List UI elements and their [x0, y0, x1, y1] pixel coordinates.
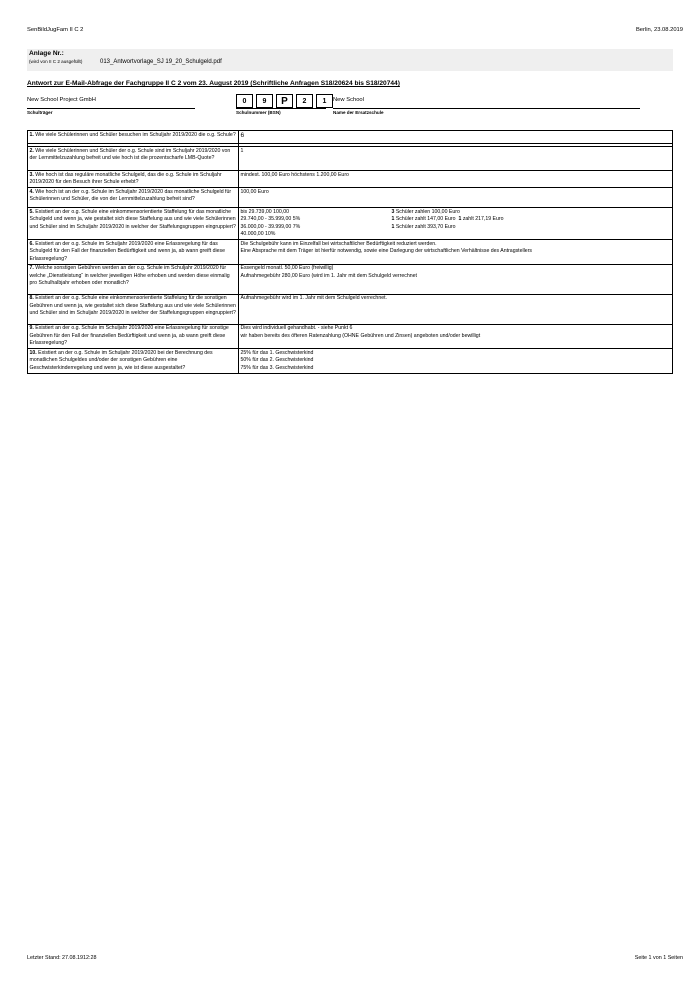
answer-cell [239, 349, 673, 374]
table-row [28, 294, 673, 324]
answer-cell [239, 131, 673, 144]
question-number: 5. [29, 208, 34, 215]
question-cell [28, 208, 239, 240]
bsn-digit: 0 [236, 94, 253, 108]
bsn-digit: 9 [256, 94, 273, 108]
question-text: Existiert an der o.g. Schule eine einkommensorientierte Staffelung für das monatliche Schulgeld und wenn ja, wie gestaltet sich diese Staffelung aus und wie viele Schülerinnen und Schüler sind im Schuljahr 2019/2020 in welcher der Staffelungsgruppen eingruppiert? [29, 208, 236, 230]
question-cell [28, 131, 239, 144]
group-text: Schüler zahlt 147,00 Euro [394, 216, 456, 222]
questionnaire-table [27, 130, 673, 374]
group-text: Schüler zahlt 393,70 Euro [394, 223, 456, 230]
answer-cell [239, 147, 673, 171]
table-row [28, 349, 673, 374]
staffel-answer [241, 209, 671, 239]
school-name-underline [333, 108, 640, 109]
answer-line: wir haben bereits des öfteren Ratenzahlung (OHNE Gebühren und Zinsen) angeboten und/oder bewilligt [240, 332, 481, 339]
group-count: 1 [391, 216, 395, 222]
schultraeger-underline [27, 108, 195, 109]
question-cell [28, 324, 239, 349]
staffel-line: 40.000,00 10% [240, 231, 276, 237]
school-name-value: New School [333, 97, 364, 103]
anlage-filename: 013_Antwortvorlage_SJ 19_20_Schulgeld.pdf [100, 59, 222, 65]
group-line [392, 224, 460, 232]
question-number: 1. [29, 131, 34, 138]
question-text: Existiert an der o.g. Schule eine einkommensorientierte Staffelung für die sonstigen Gebühren und wenn ja, wie gestaltet sich diese Staffelung aus und wie viele Schülerinnen und Schüler sind im Schuljahr 2019/2020 in welcher der Staffelungsgruppen eingruppiert? [29, 295, 236, 316]
answer-line: 25% für das 1. Geschwisterkind [240, 349, 314, 356]
answer-cell [239, 324, 673, 349]
answer-line: Die Schulgebühr kann im Einzelfall bei wirtschaftlicher Bedürftigkeit reduziert werden. [240, 240, 437, 247]
question-cell [28, 147, 239, 171]
question-number: 10. [29, 349, 37, 356]
question-text: Existiert an der o.g. Schule im Schuljahr 2019/2020 bei der Berechnung des monatlichen Schulgeldes und/oder der sonstigen Gebühren eine Geschwisterkinderregelung und wenn ja, wie ist diese ausgestaltet? [29, 349, 213, 371]
bsn-digit: 1 [316, 94, 333, 108]
answer-cell [239, 208, 673, 240]
question-cell [28, 294, 239, 324]
staffel-extra [459, 216, 504, 224]
question-text: Existiert an der o.g. Schule im Schuljahr 2019/2020 eine Erlassregelung für sonstige Gebühren für den Fall der finanziellen Bedürftigkeit und wenn ja, ab wann greift diese Erlassregelung? [29, 325, 229, 346]
question-text: Wie viele Schülerinnen und Schüler der o.g. Schule sind im Schuljahr 2019/2020 von der Lernmittelzuzahlung befreit und wie hoch ist die prozentscharfe LMB-Quote? [29, 147, 231, 161]
table-row [28, 208, 673, 240]
school-name-label: Name der Ersatzschule [333, 110, 384, 115]
group-count: 1 [391, 223, 395, 230]
answer-cell [239, 240, 673, 265]
staffel-line: bis 29.739,00 100,00 [240, 208, 289, 215]
question-number: 6. [29, 240, 34, 247]
answer-line: Aufnahmegebühr wird im 1. Jahr mit dem Schulgeld verrechnet. [240, 295, 387, 301]
table-row [28, 188, 673, 208]
question-text: Welche sonstigen Gebühren werden an der o.g. Schule im Schuljahr 2019/2020 für welche „Dienstleistung“ in welcher jeweiligen Höhe erhoben und werden diese einmalig pro Schulhalbjahr erhoben oder monatlich? [29, 265, 230, 286]
question-number: 2. [29, 147, 34, 154]
answer-line: 1 [240, 147, 244, 154]
bsn-underline [236, 108, 326, 109]
question-number: 3. [29, 171, 34, 178]
question-cell [28, 264, 239, 294]
answer-line: Eine Absprache mit dem Träger ist hierfür notwendig, sowie eine Darlegung der wirtschaftlichen Verhältnisse des Antragstellers [240, 248, 533, 254]
table-row [28, 240, 673, 265]
answer-line: mindest. 100,00 Euro höchstens 1.200,00 Euro [240, 171, 349, 178]
table-row [28, 264, 673, 294]
footer-page-number: Seite 1 von 1 Seiten [634, 955, 683, 961]
answer-line: Essengeld monatl. 50,00 Euro (freiwillig) [240, 265, 334, 271]
question-text: Wie hoch ist das reguläre monatliche Schulgeld, das die o.g. Schule im Schuljahr 2019/2020 für den Besuch ihrer Schule erhebt? [29, 171, 222, 185]
table-row [28, 171, 673, 188]
answer-cell [239, 294, 673, 324]
question-cell [28, 349, 239, 374]
bsn-digit: P [276, 94, 293, 108]
table-row [28, 324, 673, 349]
answer-line: 50% für das 2. Geschwisterkind [240, 357, 314, 363]
bsn-boxes [236, 94, 336, 108]
group-count: 1 [458, 216, 462, 222]
staffel-line: 36.000,00 - 39.999,00 7% [240, 223, 301, 230]
answer-cell [239, 264, 673, 294]
group-line [392, 209, 460, 217]
answer-line: 6 [240, 131, 245, 139]
question-text: Wie viele Schülerinnen und Schüler besuchen im Schuljahr 2019/2020 die o.g. Schule? [35, 131, 236, 138]
question-number: 7. [29, 265, 34, 271]
bsn-digit: 2 [296, 94, 313, 108]
group-line [392, 216, 460, 224]
staffel-line: 29.740,00 - 35.999,00 5% [240, 216, 301, 222]
staffel-groups [392, 209, 460, 232]
staffel-brackets [241, 209, 301, 239]
question-cell [28, 171, 239, 188]
table-row [28, 147, 673, 171]
answer-line: 75% für das 3. Geschwisterkind [240, 364, 314, 371]
table-row [28, 131, 673, 144]
anlage-subtitle: (wird von II C 2 ausgefüllt) [29, 59, 83, 64]
schultraeger-label: Schulträger [27, 110, 53, 115]
answer-line: Aufnahmegebühr 280,00 Euro (wird im 1. Jahr mit dem Schulgeld verrechnet [240, 272, 417, 279]
answer-cell [239, 188, 673, 208]
page-heading: Antwort zur E-Mail-Abfrage der Fachgruppe II C 2 vom 23. August 2019 (Schriftliche Anfragen S18/20624 bis S18/20744) [27, 80, 400, 87]
header-date: Berlin, 23.08.2019 [635, 27, 683, 33]
footer-last-updated: Letzter Stand: 27.08.1912:28 [27, 955, 97, 961]
question-number: 9. [29, 325, 34, 331]
answer-line: 100,00 Euro [240, 188, 269, 195]
group-count: 3 [391, 208, 395, 215]
group-text: zahlt 217,19 Euro [461, 216, 504, 222]
question-number: 8. [29, 295, 34, 301]
anlage-title: Anlage Nr.: [29, 50, 64, 57]
bsn-label: Schulnummer (BSN) [236, 110, 281, 115]
schultraeger-value: New School Project GmbH [27, 97, 96, 103]
question-text: Existiert an der o.g. Schule im Schuljahr 2019/2020 eine Erlassregelung für das Schulgeld für den Fall der finanziellen Bedürftigkeit und wenn ja, ab wann greift diese Erlassregelung? [29, 240, 226, 262]
question-number: 4. [29, 188, 34, 195]
group-text: Schüler zahlen 100,00 Euro [394, 208, 460, 215]
answer-line: Dies wird individuell gehandhabt. - siehe Punkt 6 [240, 325, 353, 331]
header-department: SenBildJugFam II C 2 [27, 27, 84, 33]
answer-cell [239, 171, 673, 188]
question-text: Wie hoch ist an der o.g. Schule im Schuljahr 2019/2020 das monatliche Schulgeld für Schülerinnen und Schüler, die von der Lernmittelzuzahlung befreit sind? [29, 188, 232, 202]
question-cell [28, 240, 239, 265]
question-cell [28, 188, 239, 208]
